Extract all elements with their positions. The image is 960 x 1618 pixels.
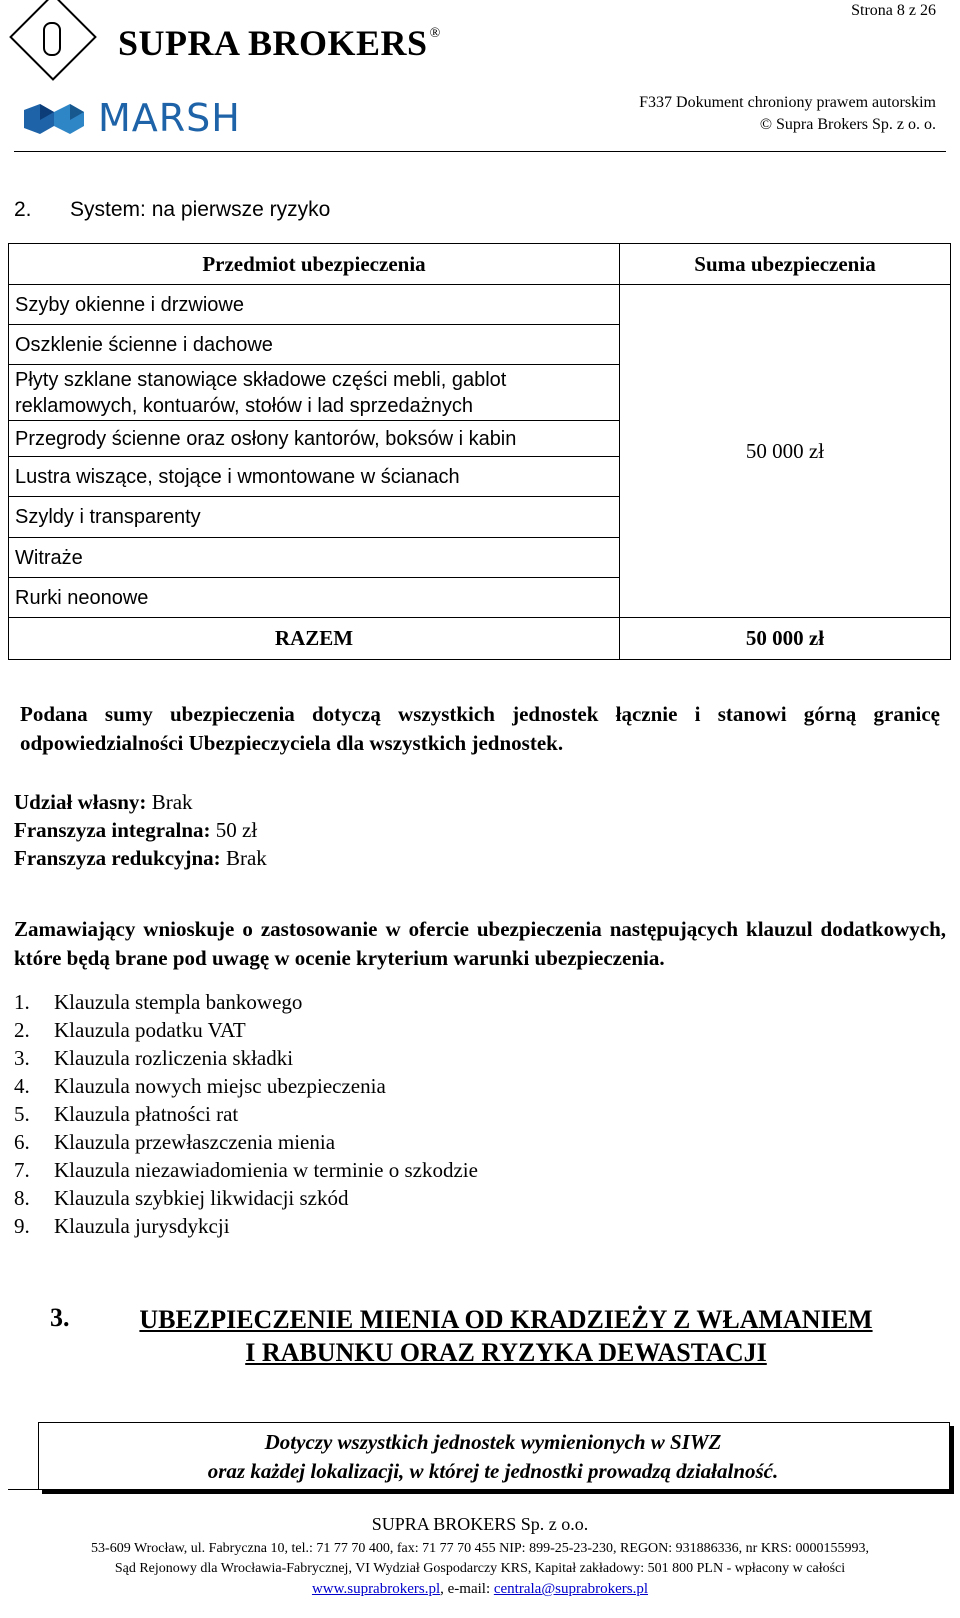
total-label: RAZEM: [9, 618, 620, 660]
list-item: 3. Klauzula rozliczenia składki: [14, 1046, 294, 1070]
header-divider: [14, 151, 946, 152]
list-item: 9. Klauzula jurysdykcji: [14, 1214, 230, 1238]
deductible-reduction: Franszyza redukcyjna: Brak: [14, 846, 267, 870]
footer-links: www.suprabrokers.pl, e-mail: centrala@suprabrokers.pl: [311, 1581, 649, 1597]
supra-logo-inner-shape: [43, 22, 61, 56]
table-row-item: Płyty szklane stanowiące składowe części mebli, gablot reklamowych, kontuarów, stołów i lad sprzedażnych: [9, 365, 620, 421]
clauses-list: [14, 988, 478, 1240]
website-link[interactable]: www.suprabrokers.pl: [311, 1581, 441, 1597]
list-item: 5. Klauzula płatności rat: [14, 1102, 239, 1126]
section-2-text: na pierwsze ryzyko: [151, 198, 331, 221]
section-3-number: 3.: [50, 1303, 70, 1332]
sum-insured-cell: 50 000 zł: [620, 285, 951, 618]
table-row-item: Witraże: [9, 538, 620, 578]
footer-company: SUPRA BROKERS Sp. z o.o.: [371, 1514, 589, 1534]
footer-divider: [8, 1489, 952, 1490]
footer-address: 53-609 Wrocław, ul. Fabryczna 10, tel.: 71 77 70 400, fax: 71 77 70 455 NIP: 899-25-23-230, REGON: 931886336, nr KRS: 0000155993,: [91, 1541, 869, 1556]
table-row-item: Przegrody ścienne oraz osłony kantorów, boksów i kabin: [9, 421, 620, 457]
deductible-own-share: Udział własny: Brak: [14, 790, 193, 814]
list-item: 7. Klauzula niezawiadomienia w terminie o szkodzie: [14, 1158, 478, 1182]
table-row-item: Szyldy i transparenty: [9, 497, 620, 538]
table-row-item: Oszklenie ścienne i dachowe: [9, 325, 620, 365]
table-row-item: Rurki neonowe: [9, 578, 620, 618]
supra-brokers-logo-text: SUPRA BROKERS ®: [118, 23, 441, 63]
col-header-subject: Przedmiot ubezpieczenia: [9, 244, 620, 285]
copyright-line-2: © Supra Brokers Sp. z o. o.: [759, 116, 936, 133]
clauses-request: Zamawiający wnioskuje o zastosowanie w ofercie ubezpieczenia następujących klauzul dodatkowych, które będą brane pod uwagę w ocenie kryterium warunki ubezpieczenia.: [14, 917, 946, 970]
list-item: 2. Klauzula podatku VAT: [14, 1018, 246, 1042]
email-link[interactable]: centrala@suprabrokers.pl: [493, 1581, 649, 1597]
section-2-label: System:: [70, 198, 146, 221]
sum-note: Podana sumy ubezpieczenia dotyczą wszystkich jednostek łącznie i stanowi górną granicę odpowiedzialności Ubezpieczyciela dla wszystkich jednostek.: [20, 702, 940, 755]
section-2-heading: [14, 198, 330, 222]
marsh-logo-icon: [24, 104, 94, 134]
deductible-integral: Franszyza integralna: 50 zł: [14, 818, 258, 842]
footer-court: Sąd Rejonowy dla Wrocławia-Fabrycznej, VI Wydział Gospodarczy KRS, Kapitał zakładowy: 501 800 PLN - wpłacony w całości: [114, 1561, 846, 1576]
list-item: 6. Klauzula przewłaszczenia mienia: [14, 1130, 336, 1154]
section-3-title: UBEZPIECZENIE MIENIA OD KRADZIEŻY Z WŁAMANIEM I RABUNKU ORAZ RYZYKA DEWASTACJI: [139, 1305, 873, 1367]
copyright-line-1: F337 Dokument chroniony prawem autorskim: [639, 94, 936, 111]
list-item: 8. Klauzula szybkiej likwidacji szkód: [14, 1186, 349, 1210]
table-row-item: Szyby okienne i drzwiowe: [9, 285, 620, 325]
list-item: 1. Klauzula stempla bankowego: [14, 990, 303, 1014]
marsh-logo-text: MARSH: [98, 96, 241, 140]
insurance-table: [8, 243, 951, 660]
total-value: 50 000 zł: [620, 618, 951, 660]
section-2-number: 2.: [14, 198, 32, 221]
page-number: Strona 8 z 26: [851, 2, 936, 19]
col-header-sum: Suma ubezpieczenia: [620, 244, 951, 285]
scope-box-text: Dotyczy wszystkich jednostek wymienionych w SIWZ oraz każdej lokalizacji, w której te jednostki prowadzą działalność.: [207, 1430, 779, 1483]
list-item: 4. Klauzula nowych miejsc ubezpieczenia: [14, 1074, 386, 1098]
table-row-item: Lustra wiszące, stojące i wmontowane w ścianach: [9, 457, 620, 497]
